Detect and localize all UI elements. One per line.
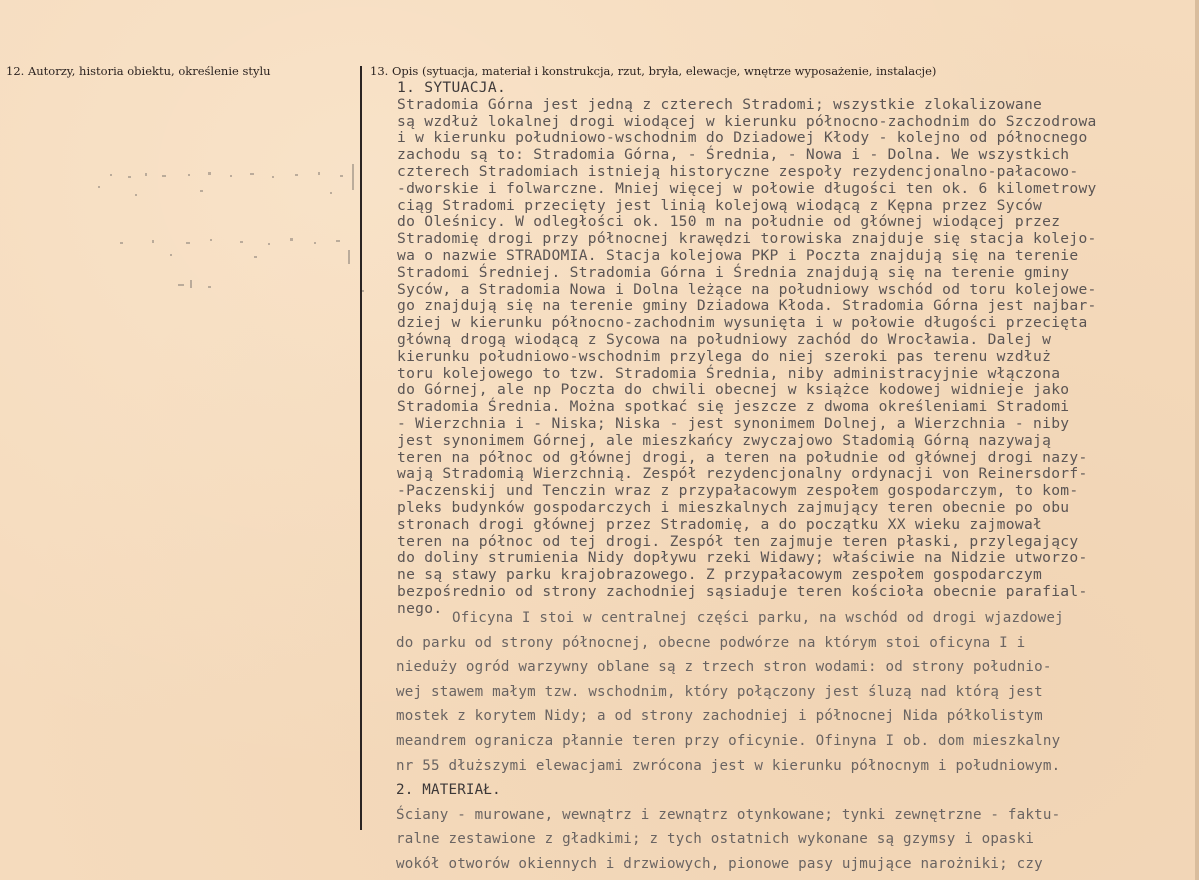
description-text-block-2 [396,606,1196,877]
text-line: pleks budynków gospodarczych i mieszkalnych zajmujący teren obecnie po obu [397,498,1070,516]
description-text-block [397,80,1197,618]
text-line: do Górnej, ale np Poczta do chwili obecnej w książce kodowej widnieje jako [397,381,1070,399]
text-line: teren na północ od tej drogi. Zespół ten zajmuje teren płaski, przylegający [397,532,1079,550]
text-line: Syców, a Stradomia Nowa i Dolna leżące na południowy wschód od toru kolejowe- [397,280,1097,298]
section-heading-material: 2. MATERIAŁ. [396,782,501,799]
text-line: ralne zestawione z gładkimi; z tych ostatnich wykonane są gzymsy i opaski [396,831,1035,848]
text-line: mostek z korytem Nidy; a od strony zachodniej i północnej Nida półkolistym [396,708,1043,725]
text-line: teren na północ od głównej drogi, a teren na południe od głównej drogi nazy- [397,448,1088,466]
text-line: Stradomia Górna jest jedną z czterech Stradomi; wszystkie zlokalizowane [397,95,1043,113]
text-line: czterech Stradomiach istnieją historyczne zespoły rezydencjonalno-pałacowo- [397,162,1079,180]
text-line: stronach drogi głównej przez Stradomię, a do początku XX wieku zajmował [397,515,1043,533]
text-line: wają Stradomią Wierzchnią. Zespół rezydencjonalny ordynacji von Reinersdorf- [397,465,1088,483]
text-line: -dworskie i folwarczne. Mniej więcej w połowie długości ten ok. 6 kilometrowy [397,179,1097,197]
text-line: i w kierunku południowo-wschodnim do Dziadowej Kłody - kolejno od północnego [397,129,1088,147]
text-line: kierunku południowo-wschodnim przylega do niej szeroki pas terenu wzdłuż [397,347,1052,365]
text-line: Stradomia Średnia. Można spotkać się jeszcze z dwoma określeniami Stradomi [397,398,1070,416]
text-line: Stradomię drogi przy północnej krawędzi torowiska znajduje się stacja kolejo- [397,230,1097,248]
text-line: Oficyna I stoi w centralnej części parku, na wschód od drogi wjazdowej [452,610,1064,626]
text-line: wa o nazwie STRADOMIA. Stacja kolejowa PKP i Poczta znajdują się na terenie [397,246,1079,264]
text-line: Stradomi Średniej. Stradomia Górna i Średnia znajdują się na terenie gminy [397,263,1070,281]
text-line: wej stawem małym tzw. wschodnim, który połączony jest śluzą nad którą jest [396,683,1043,700]
faded-stamp-marks [90,150,370,310]
text-line: zachodu są to: Stradomia Górna, - Średnia, - Nowa i - Dolna. We wszystkich [397,146,1070,164]
text-line: do parku od strony północnej, obecne podwórze na którym stoi oficyna I i [396,634,1026,651]
text-line: jest synonimem Górnej, ale mieszkańcy zwyczajowo Stadomią Górną nazywają [397,431,1052,449]
section-heading-situation: 1. SYTUACJA. [397,79,507,96]
text-line: nr 55 dłuższymi elewacjami zwrócona jest w kierunku północnym i południowym. [396,757,1061,774]
text-line: do doliny strumienia Nidy dopływu rzeki Widawy; właściwie na Nidzie utworzo- [397,549,1088,567]
text-line: go znajdują się na terenie gminy Dziadowa Kłoda. Stradomia Górna jest najbar- [397,297,1097,315]
text-line: dziej w kierunku północno-zachodnim wysunięta i w połowie długości przecięta [397,314,1088,332]
text-line: ne są stawy parku krajobrazowego. Z przypałacowym zespołem gospodarczym [397,566,1043,584]
field-13-label: 13. Opis (sytuacja, materiał i konstrukcja, rzut, bryła, elewacje, wnętrze wyposażenie, instalacje) [370,64,937,78]
text-line: są wzdłuż lokalnej drogi wiodącej w kierunku północno-zachodnim do Szczodrowa [397,112,1097,130]
text-line: nieduży ogród warzywny oblane są z trzech stron wodami: od strony południo- [396,659,1052,676]
text-line: główną drogą wiodącą z Sycowa na południowy zachód do Wrocławia. Dalej w [397,330,1052,348]
field-12-label: 12. Autorzy, historia obiektu, określenie stylu [6,64,271,78]
text-line: -Paczenskij und Tenczin wraz z przypałacowym zespołem gospodarczym, to kom- [397,482,1079,500]
text-line: - Wierzchnia i - Niska; Niska - jest synonimem Dolnej, a Wierzchnia - niby [397,414,1070,432]
text-line: Ściany - murowane, wewnątrz i zewnątrz otynkowane; tynki zewnętrzne - faktu- [396,806,1061,823]
text-line: do Oleśnicy. W odległości ok. 150 m na południe od głównej wiodącej przez [397,213,1061,231]
text-line: ciąg Stradomi przecięty jest linią kolejową wiodącą z Kępna przez Syców [397,196,1043,214]
text-line: bezpośrednio od strony zachodniej sąsiaduje teren kościoła obecnie parafial- [397,582,1088,600]
text-line: wokół otworów okiennych i drzwiowych, pionowe pasy ujmujące narożniki; czy [396,855,1043,872]
text-line: nego. [397,599,443,617]
text-line: toru kolejowego to tzw. Stradomia Średnia, niby administracyjnie włączona [397,364,1061,382]
text-line: meandrem ogranicza płannie teren przy oficynie. Ofinyna I ob. dom mieszkalny [396,732,1061,749]
